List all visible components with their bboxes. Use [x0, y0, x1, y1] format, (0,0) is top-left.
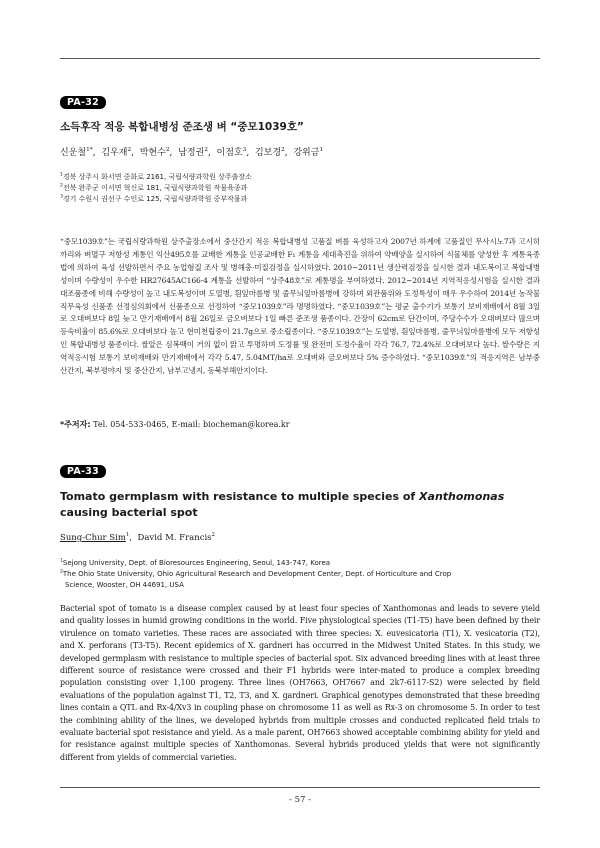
author-sup: 3 — [242, 147, 247, 153]
affiliation-list-pa33 — [60, 558, 540, 591]
author-sup: 2 — [281, 147, 285, 153]
affiliation-number: 2 — [60, 183, 63, 189]
affiliation-line — [60, 183, 540, 194]
affiliation-number: 2 — [60, 569, 63, 575]
corresponding-author — [60, 419, 540, 431]
abstract-title-pa33 — [60, 489, 540, 521]
affiliation-line — [60, 172, 540, 183]
affiliation-line — [60, 569, 540, 580]
affiliation-number: 1 — [60, 172, 63, 178]
author-name: David M. Francis — [137, 533, 212, 543]
affiliation-number: 1 — [60, 558, 63, 564]
contact-text: Tel. 054-533-0465, E-mail: biocheman@korea.kr — [93, 420, 290, 429]
author-name: 남정권 — [178, 148, 205, 158]
title-part: Tomato germplasm with resistance to multiple species of — [60, 490, 420, 503]
abstract-badge-pa33: PA-33 — [60, 465, 106, 478]
abstract-title-pa32: 소득후작 적응 복합내병성 준조생 벼 “중모1039호” — [60, 121, 304, 133]
affiliation-text: 경북 상주시 화서면 중화로 2161, 국립식량과학원 상주출장소 — [62, 173, 252, 181]
page-number: - 57 - — [289, 795, 311, 805]
affiliation-number: 3 — [60, 194, 63, 200]
author-sup: 2 — [165, 147, 170, 153]
affiliation-text: Sejong University, Dept. of Bioresources Engineering, Seoul, 143-747, Korea — [62, 559, 331, 567]
author-sup: 2 — [204, 147, 208, 153]
title-part: causing bacterial spot — [60, 506, 198, 519]
affiliation-text: Science, Wooster, OH 44691, USA — [65, 581, 184, 589]
author-name: 강위금 — [293, 148, 320, 158]
bottom-rule — [60, 787, 540, 788]
author-name: Sung-Chur Sim — [60, 533, 126, 543]
affiliation-text: The Ohio State University, Ohio Agricultural Research and Development Center, Dept. of Horticulture and Crop — [62, 570, 452, 578]
title-italic-genus: Xanthomonas — [419, 490, 505, 503]
contact-label: *주저자: — [60, 420, 91, 429]
author-name: 신운철 — [60, 148, 87, 158]
author-list-pa33: Sung-Chur Sim$^1$, David M. Francis$^2$ — [60, 532, 216, 543]
abstract-body-pa33: Bacterial spot of tomato is a disease complex caused by at least four species of Xanthomonas and leads to severe yield and quality losses in humid growing conditions in the world. Five physiological species (T1-T5) have been defined by their virulence on tomato varieties. These races are associated with three species: X. euvesicatoria (T1), X. vesicatoria (T2), and X. perforans (T3-T5). Recent epidemics of X. gardneri has occurred in the Midwest United States. In this study, we developed germplasm with resistance to multiple species of bacterial spot. Six advanced breeding lines with at least three different source of resistance were crossed and their F1 hybrids were inter-mated to produce a complex breeding population consisting over 1,100 progeny. Three lines (OH7663, OH7667 and 2k7-6117-S2) were selected by field evaluations of the population against T1, T2, T3, and X. gardneri. Graphical genotypes demonstrated that these breeding lines contain a QTL and Rx-4/Xv3 in coupling phase on chromosome 11 as well as Rx-3 on chromosome 5. In order to test the combining ability of the lines, we developed hybrids from multiple crosses and conducted replicated field trials to evaluate bacterial spot resistance and yield. As a male parent, OH7663 showed acceptable combining ability for yield and for resistance against multiple species of Xanthomonas. Several hybrids produced yields that were not significantly different from yields of commercial varieties. — [60, 604, 540, 762]
affiliation-line — [60, 580, 540, 591]
affiliation-text: 전북 완주군 이서면 혁신로 181, 국립식량과학원 작물육종과 — [62, 184, 248, 192]
author-sup: 1 — [319, 147, 324, 153]
author-name: 김우재 — [101, 148, 128, 158]
author-sup: 2 — [127, 147, 132, 153]
affiliation-line — [60, 194, 540, 205]
affiliation-line — [60, 558, 540, 569]
author-sup: 1 — [125, 532, 130, 539]
abstract-body-pa32: “중모1039호”는 국립식량과학원 상주출장소에서 중산간지 적응 복합내병성 고품질 벼를 육성하고자 2007년 하계에 고품질인 무사시노7과 고시히까리와 벼멸구 저항성 계통인 익산495호를 교배한 계통을 인공교배한 F₁ 계통을 세대촉진을 위하여 약배양을 실시하여 식물체를 양성한 후 계통육종법에 의하여 육성 선발하면서 주요 농업형질 조사 및 병해충·미질검정을 실시하였다. 2010∼2011년 생산력검정을 실시한 결과 내도복이고 복합내병성이며 수량성이 우수한 HR27645AC166-4 계통을 선발하여 “상주48호”로 계통명을 부여하였다. 2012∼2014년 지역적응성시험을 실시한 결과 대조품종에 비해 수량성이 높고 내도복성이며 도열병, 흰잎마름병 및 줄무늬잎마름병에 강하며 외관품위와 도정특성이 매우 우수하여 2014년 농작물 직무육성 신품종 선정심의회에서 신품종으로 선정하여 “중모1039호”라 명명하였다. “중모1039호”는 평균 출수기가 보통기 보비재배에서 8월 3일로 오대벼보다 8일 늦고 만기재배에서 8월 26일로 금오벼보다 1일 빠른 준조생 품종이다. 간장이 62cm로 단간이며, 주당수수가 오대벼보다 많으며 등숙비율이 85.6%로 오대벼보다 높고 현미천립중이 21.7g으로 중소립종이다. “중모1039호”는 도열병, 흰잎마름병, 줄무늬잎마름병에 모두 저항성인 복합내병성 품종이다. 쌀알은 심복백이 거의 없이 맑고 투명하며 도정률 및 완전미 도정수율이 각각 76.7, 72.4%로 오대벼보다 높다. 쌀수량은 지역적응시험 보통기 보비재배와 만기재배에서 각각 5.47, 5.04MT/ha로 오대벼와 금오벼보다 5% 증수하였다. “중모1039호”의 적응지역은 남부중산간지, 북부평야지 및 중산간지, 남부고냉지, 동북부해안지이다. — [60, 237, 540, 376]
affiliation-text: 경기 수원시 권선구 수인로 125, 국립식량과학원 중부작물과 — [62, 195, 248, 203]
author-list-pa32: 신운철$^{1*}$, 김우재$^2$, 박현수$^2$, 남정권$^2$, 이점호$^3$, 김보경$^2$, 강위금$^1$ — [60, 147, 324, 158]
author-name: 김보경 — [254, 148, 282, 158]
top-rule — [60, 58, 540, 59]
abstract-badge-pa32: PA-32 — [60, 96, 106, 109]
author-name: 이점호 — [216, 148, 243, 158]
author-sup: 1* — [86, 147, 93, 153]
author-name: 박현수 — [139, 148, 166, 158]
author-sup: 2 — [211, 532, 216, 539]
affiliation-list-pa32 — [60, 172, 540, 205]
